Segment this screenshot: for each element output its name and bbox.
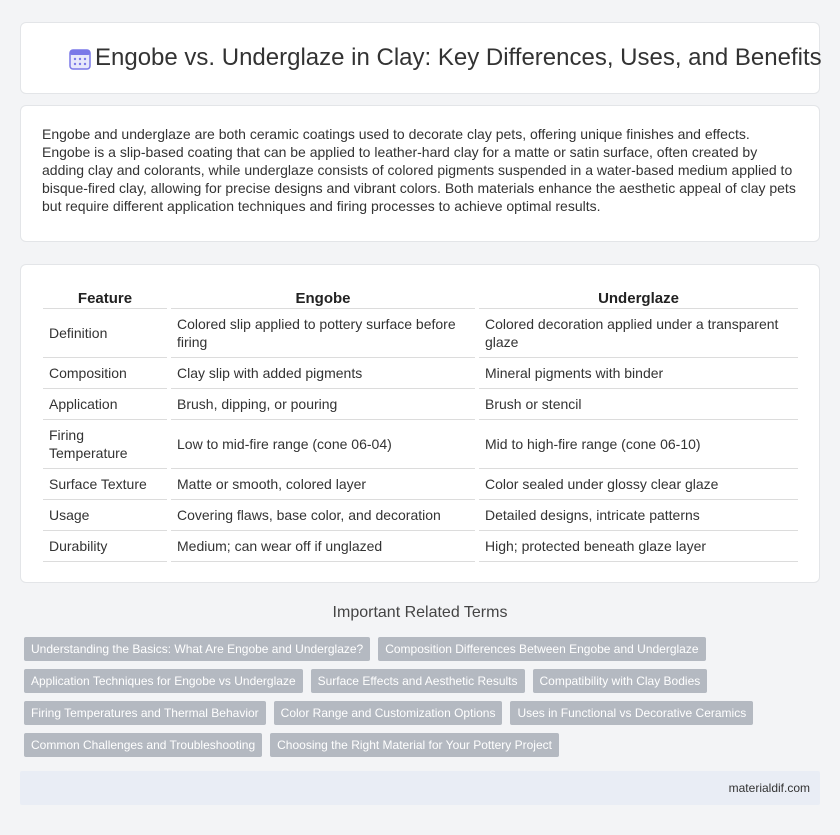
related-term-link[interactable]: Compatibility with Clay Bodies <box>533 669 708 693</box>
header-feature: Feature <box>43 286 167 309</box>
table-row <box>43 389 798 420</box>
related-term-link[interactable]: Choosing the Right Material for Your Pottery Project <box>270 733 559 757</box>
site-link[interactable]: materialdif.com <box>728 781 810 795</box>
header-engobe: Engobe <box>171 286 475 309</box>
feature-cell: Usage <box>43 500 167 531</box>
tag-row <box>24 669 824 693</box>
comparison-table <box>43 286 798 562</box>
footer <box>20 771 820 805</box>
intro-card <box>20 105 820 242</box>
feature-cell: Firing Temperature <box>43 420 167 469</box>
related-term-link[interactable]: Uses in Functional vs Decorative Ceramics <box>510 701 753 725</box>
table-row <box>43 469 798 500</box>
feature-cell: Application <box>43 389 167 420</box>
engobe-cell: Clay slip with added pigments <box>171 358 475 389</box>
engobe-cell: Low to mid-fire range (cone 06-04) <box>171 420 475 469</box>
underglaze-cell: High; protected beneath glaze layer <box>479 531 798 562</box>
engobe-cell: Matte or smooth, colored layer <box>171 469 475 500</box>
related-term-link[interactable]: Application Techniques for Engobe vs Underglaze <box>24 669 303 693</box>
tag-row <box>24 637 824 661</box>
table-row <box>43 309 798 358</box>
table-row <box>43 531 798 562</box>
underglaze-cell: Brush or stencil <box>479 389 798 420</box>
intro-text: Engobe and underglaze are both ceramic coatings used to decorate clay pets, offering unique finishes and effects. Engobe is a slip-based coating that can be applied to leather-hard clay for a matte or satin surface, often created by adding clay and colorants, while underglaze consists of colored pigments suspended in a water-based medium applied to bisque-fired clay, allowing for precise designs and vibrant colors. Both materials enhance the aesthetic appeal of clay pets but require different application techniques and firing processes to achieve optimal results. <box>42 126 796 214</box>
related-term-link[interactable]: Firing Temperatures and Thermal Behavior <box>24 701 266 725</box>
table-row <box>43 500 798 531</box>
engobe-cell: Colored slip applied to pottery surface before firing <box>171 309 475 358</box>
table-header-row <box>43 286 798 309</box>
related-term-link[interactable]: Understanding the Basics: What Are Engobe and Underglaze? <box>24 637 370 661</box>
feature-cell: Surface Texture <box>43 469 167 500</box>
feature-cell: Durability <box>43 531 167 562</box>
page-title: Engobe vs. Underglaze in Clay: Key Differences, Uses, and Benefits <box>95 44 822 71</box>
calendar-icon <box>68 47 92 71</box>
tag-row <box>24 733 824 757</box>
comparison-card <box>20 264 820 583</box>
header-underglaze: Underglaze <box>479 286 798 309</box>
table-row <box>43 420 798 469</box>
engobe-cell: Covering flaws, base color, and decoration <box>171 500 475 531</box>
underglaze-cell: Colored decoration applied under a transparent glaze <box>479 309 798 358</box>
related-terms-title: Important Related Terms <box>332 604 508 621</box>
engobe-cell: Medium; can wear off if unglazed <box>171 531 475 562</box>
underglaze-cell: Mineral pigments with binder <box>479 358 798 389</box>
tag-row <box>24 701 824 725</box>
underglaze-cell: Detailed designs, intricate patterns <box>479 500 798 531</box>
related-term-link[interactable]: Common Challenges and Troubleshooting <box>24 733 262 757</box>
related-terms <box>24 637 824 765</box>
underglaze-cell: Color sealed under glossy clear glaze <box>479 469 798 500</box>
related-term-link[interactable]: Composition Differences Between Engobe and Underglaze <box>378 637 705 661</box>
underglaze-cell: Mid to high-fire range (cone 06-10) <box>479 420 798 469</box>
feature-cell: Definition <box>43 309 167 358</box>
engobe-cell: Brush, dipping, or pouring <box>171 389 475 420</box>
related-term-link[interactable]: Color Range and Customization Options <box>274 701 503 725</box>
header-card <box>20 22 820 94</box>
related-term-link[interactable]: Surface Effects and Aesthetic Results <box>311 669 525 693</box>
feature-cell: Composition <box>43 358 167 389</box>
table-row <box>43 358 798 389</box>
